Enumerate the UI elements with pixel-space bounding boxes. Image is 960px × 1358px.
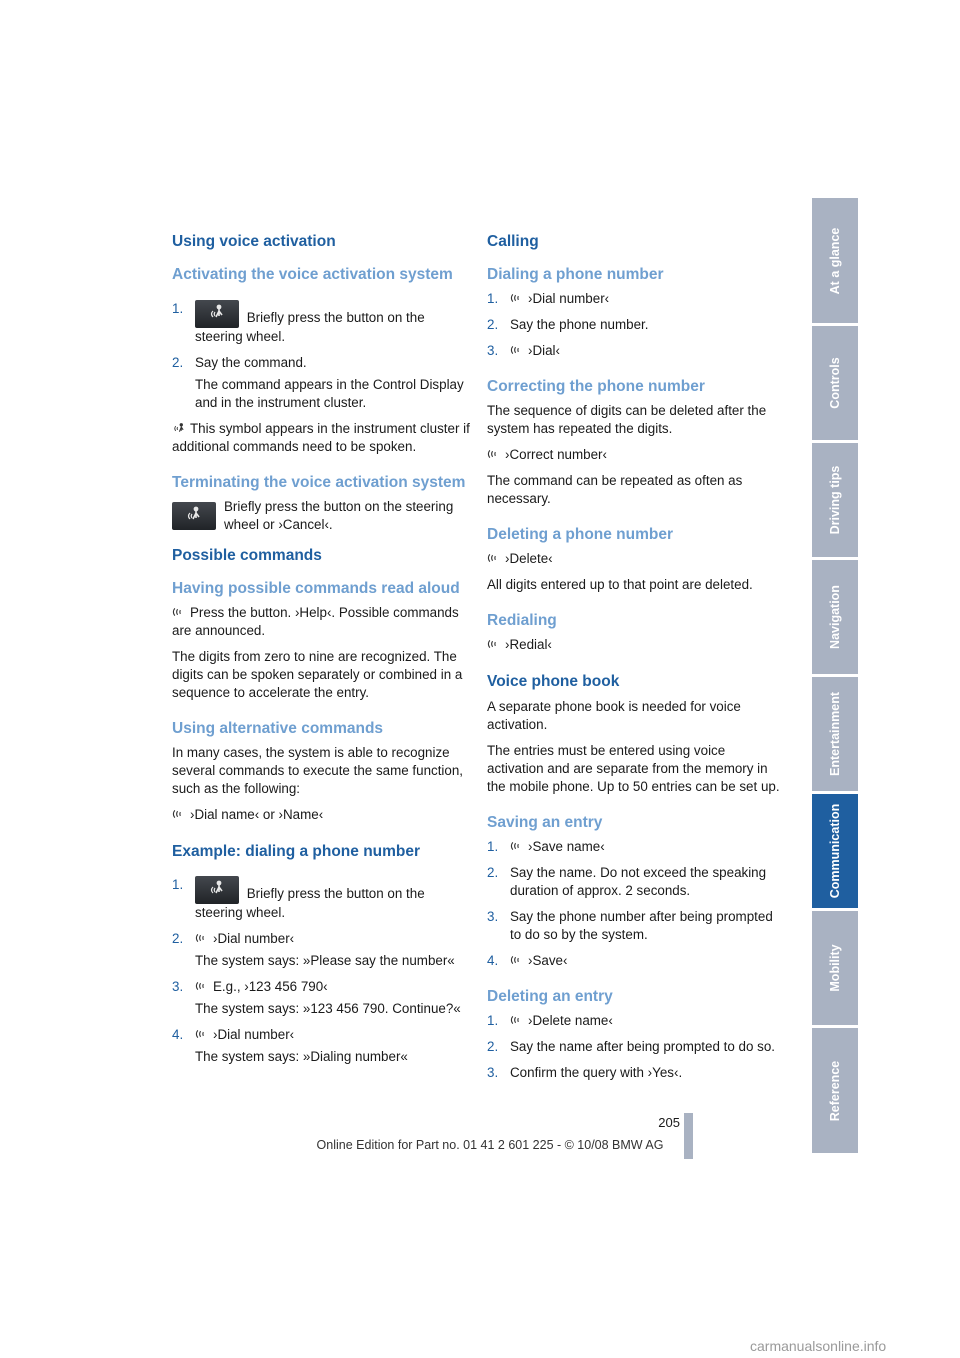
steering-wheel-voice-button-icon — [195, 876, 239, 904]
save-step-1: 1. ›Save name‹ — [487, 839, 605, 854]
voice-command-icon — [510, 954, 523, 966]
save-step-4: 4. ›Save‹ — [487, 953, 568, 968]
left-column — [172, 232, 470, 1074]
voice-command-icon — [487, 552, 500, 564]
voice-command-icon — [510, 840, 523, 852]
page-number: 205 — [658, 1115, 680, 1130]
tab-driving-tips[interactable]: Driving tips — [812, 443, 858, 557]
phonebook-text-1: A separate phone book is needed for voice activation. — [487, 699, 741, 732]
heading-example: Example: dialing a phone number — [172, 843, 421, 860]
save-step-3: 3. Say the phone number after being prompted to do so by the system. — [487, 909, 773, 942]
steering-wheel-voice-button-icon — [195, 300, 239, 328]
right-column — [487, 232, 785, 1090]
tab-reference[interactable]: Reference — [812, 1028, 858, 1153]
voice-symbol-icon — [172, 422, 185, 434]
correcting-command: ›Correct number‹ — [487, 446, 785, 464]
delete-step-2: 2. Say the name after being prompted to do so. — [487, 1039, 776, 1054]
voice-command-icon — [172, 808, 185, 820]
read-aloud-text: Press the button. ›Help‹. Possible commands are announced. — [172, 605, 459, 638]
steering-wheel-voice-button-icon — [172, 502, 216, 530]
voice-command-icon — [510, 344, 523, 356]
tab-at-a-glance[interactable]: At a glance — [812, 198, 858, 323]
watermark: carmanualsonline.info — [750, 1338, 887, 1354]
heading-deleting-entry: Deleting an entry — [487, 988, 613, 1005]
tab-controls[interactable]: Controls — [812, 326, 858, 440]
example-step-4: 4. ›Dial number‹ The system says: »Dialing number« — [172, 1027, 408, 1064]
voice-command-icon — [487, 448, 500, 460]
dial-step-2: 2. Say the phone number. — [487, 317, 649, 332]
heading-dialing: Dialing a phone number — [487, 266, 664, 283]
heading-deleting-number: Deleting a phone number — [487, 526, 674, 543]
heading-correcting: Correcting the phone number — [487, 378, 705, 395]
voice-command-icon — [195, 980, 208, 992]
digits-text: The digits from zero to nine are recognized. The digits can be spoken separately or combined in a sequence to accelerate the entry. — [172, 649, 463, 700]
alternative-text: In many cases, the system is able to recognize several commands to execute the same function, such as the following: — [172, 745, 464, 796]
heading-phonebook: Voice phone book — [487, 673, 620, 690]
tab-mobility[interactable]: Mobility — [812, 911, 858, 1025]
heading-activating: Activating the voice activation system — [172, 266, 453, 283]
redial-command: ›Redial‹ — [487, 636, 785, 654]
activate-step-2: 2. Say the command. The command appears in the Control Display and in the instrument cluster. — [172, 355, 464, 410]
phonebook-text-2: The entries must be entered using voice activation and are separate from the memory in the mobile phone. Up to 50 entries can be set up. — [487, 743, 780, 794]
deleting-command: ›Delete‹ — [487, 550, 785, 568]
voice-command-icon — [510, 1014, 523, 1026]
activate-step-1: 1. Briefly press the button on the steering wheel. — [172, 301, 425, 344]
tab-communication[interactable]: Communication — [812, 794, 858, 908]
terminating-row: Briefly press the button on the steering wheel or ›Cancel‹. — [172, 498, 470, 534]
heading-voice-activation: Using voice activation — [172, 233, 336, 250]
voice-command-icon — [195, 1028, 208, 1040]
voice-command-icon — [510, 292, 523, 304]
footer-text: Online Edition for Part no. 01 41 2 601 225 - © 10/08 BMW AG — [316, 1138, 664, 1152]
tab-navigation[interactable]: Navigation — [812, 560, 858, 674]
symbol-note: This symbol appears in the instrument cluster if additional commands need to be spoken. — [172, 421, 470, 454]
heading-redialing: Redialing — [487, 612, 557, 629]
heading-alternative: Using alternative commands — [172, 720, 384, 737]
correcting-text: The sequence of digits can be deleted after the system has repeated the digits. — [487, 403, 767, 436]
delete-step-3: 3. Confirm the query with ›Yes‹. — [487, 1065, 683, 1080]
deleting-note: All digits entered up to that point are deleted. — [487, 577, 753, 592]
section-sidebar — [812, 198, 858, 1156]
example-step-1: 1. Briefly press the button on the steering wheel. — [172, 877, 425, 920]
voice-command-icon — [195, 932, 208, 944]
dial-step-3: 3. ›Dial‹ — [487, 343, 560, 358]
alternative-command: ›Dial name‹ or ›Name‹ — [172, 806, 470, 824]
dial-step-1: 1. ›Dial number‹ — [487, 291, 610, 306]
example-step-3: 3. E.g., ›123 456 790‹ The system says: »123 456 790. Continue?« — [172, 979, 461, 1016]
tab-entertainment[interactable]: Entertainment — [812, 677, 858, 791]
delete-step-1: 1. ›Delete name‹ — [487, 1013, 613, 1028]
voice-command-icon — [172, 606, 185, 618]
correcting-note: The command can be repeated as often as necessary. — [487, 473, 743, 506]
heading-saving: Saving an entry — [487, 814, 603, 831]
heading-terminating: Terminating the voice activation system — [172, 474, 466, 491]
voice-command-icon — [487, 638, 500, 650]
page-marker-bar — [684, 1113, 693, 1159]
heading-possible-commands: Possible commands — [172, 547, 322, 564]
heading-read-aloud: Having possible commands read aloud — [172, 580, 460, 597]
heading-calling: Calling — [487, 233, 539, 250]
save-step-2: 2. Say the name. Do not exceed the speaking duration of approx. 2 seconds. — [487, 865, 767, 898]
example-step-2: 2. ›Dial number‹ The system says: »Please say the number« — [172, 931, 455, 968]
